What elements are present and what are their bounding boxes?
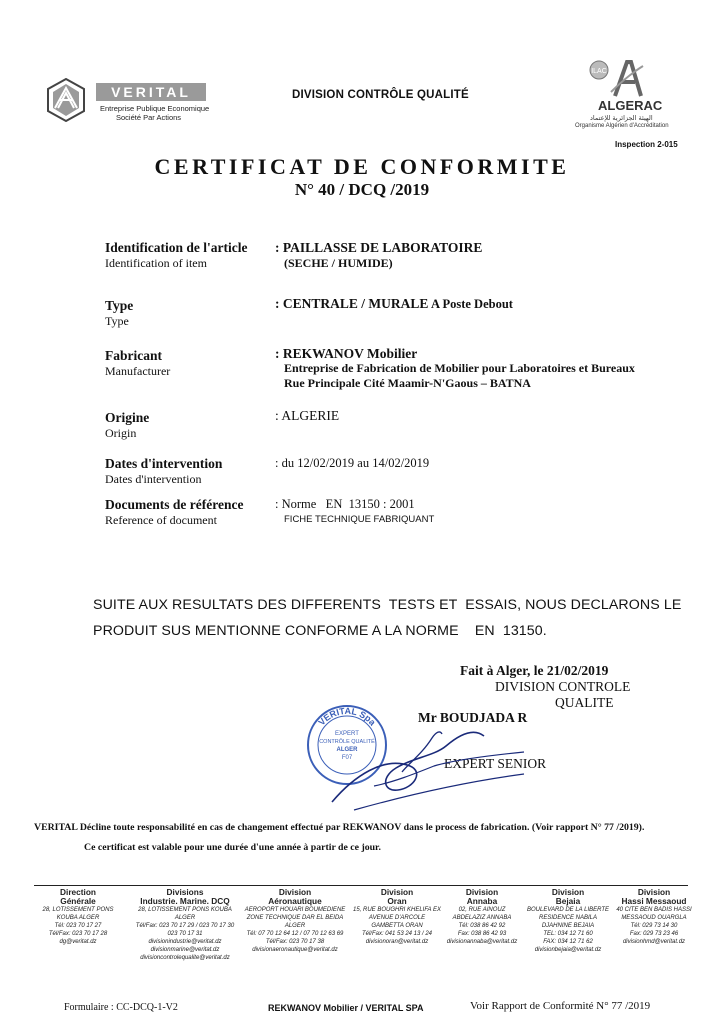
statement-line-1: SUITE AUX RESULTATS DES DIFFERENTS TESTS ET ESSAIS, NOUS DECLARONS LE [93, 597, 682, 613]
office-email: divisioncontrolequalite@veritat.dz [140, 955, 230, 961]
verital-logo-icon [46, 78, 86, 122]
field-value-fabricant: : REKWANOV Mobilier [275, 346, 418, 361]
stamp-line-1: EXPERT [335, 731, 359, 737]
validity-notice: Ce certificat est valable pour une durée d'une année à partir de ce jour. [84, 842, 381, 853]
certificate-title: CERTIFICAT DE CONFORMITE [154, 154, 570, 179]
office-annaba [446, 888, 518, 946]
office-bejaia [524, 888, 612, 954]
office-address: AEROPORT HOUARI BOUMEDIENE ZONE TECHNIQUE DAR EL BEIDA ALGER [244, 907, 346, 929]
disclaimer [34, 822, 644, 833]
office-phone: Tél: 07 70 12 64 12 / 07 70 12 63 69 [246, 931, 344, 937]
certificate-number: N° 40 / DCQ /2019 [294, 180, 430, 199]
stamp-line-4: F07 [341, 755, 353, 761]
field-label-en-identification: Identification of item [105, 256, 207, 270]
office-phone: Tél: 038 86 42 92 [458, 923, 506, 929]
office-phone: Tél: 029 73 14 30 [630, 923, 678, 929]
signatory-name: Mr BOUDJADA R [418, 710, 528, 725]
field-value-type: : CENTRALE / MURALE [275, 296, 429, 311]
office-heading: Bejaia [555, 896, 581, 906]
field-label-en-dates: Dates d'intervention [105, 472, 202, 486]
verital-subtitle-1: Entreprise Publique Economique [100, 104, 210, 113]
division-header: DIVISION CONTRÔLE QUALITÉ [292, 89, 469, 101]
office-address: 28, LOTISSEMENT PONS KOUBA ALGER [42, 907, 114, 921]
office-heading: Division [278, 887, 312, 897]
handwritten-signature [314, 716, 614, 816]
field-label-dates: Dates d'intervention [105, 456, 223, 471]
office-email: divisionindustrie@veritat.dz [148, 939, 222, 945]
field-label-en-fabricant: Manufacturer [105, 364, 171, 378]
verital-brand-name: VERITAL [96, 83, 206, 101]
office-heading: Division [637, 887, 671, 897]
office-email: divisionbejaia@veritat.dz [534, 947, 602, 953]
stamp-line-2: CONTRÔLE QUALITÉ [319, 739, 375, 745]
field-label-identification: Identification de l'article [105, 240, 248, 255]
office-email: divisionaeronautique@veritat.dz [252, 947, 338, 953]
footer-report-ref: Voir Rapport de Conformité N° 77 /2019 [470, 1000, 651, 1012]
office-address: 02, RUE AINOUZ ABDELAZIZ ANNABA [452, 907, 512, 921]
office-email: dg@veritat.dz [59, 939, 97, 945]
office-oran [352, 888, 442, 946]
office-address: BOULEVARD DE LA LIBERTE RESIDENCE NABILA DJAHNINE BEJAIA [526, 907, 610, 929]
office-heading: Hassi Messaoud [621, 896, 687, 906]
office-email: divisionhmd@veritat.dz [622, 939, 686, 945]
field-label-en-documents: Reference of document [105, 513, 217, 527]
office-aeronautique [240, 888, 350, 954]
disclaimer-company: VERITAL [34, 822, 78, 833]
office-heading: Oran [387, 896, 407, 906]
footer-center: REKWANOV Mobilier / VERITAL SPA [268, 1003, 424, 1013]
office-phone: Fax: 038 86 42 93 [457, 931, 507, 937]
office-heading: Industrie. Marine. DCQ [140, 896, 230, 906]
office-heading: Aéronautique [268, 896, 322, 906]
field-sub-documents: FICHE TECHNIQUE FABRIQUANT [284, 514, 435, 525]
algerac-name: ALGERAC [598, 98, 663, 113]
office-direction-generale [38, 888, 118, 946]
signatory-title: EXPERT SENIOR [444, 756, 547, 771]
field-value-documents: : Norme EN 13150 : 2001 [275, 497, 415, 511]
office-heading: Division [465, 887, 499, 897]
stamp-ring-text: VERITAL Spa [316, 705, 378, 728]
field-label-en-type: Type [105, 314, 129, 328]
field-label-en-origine: Origin [105, 426, 137, 440]
office-heading: Division [380, 887, 414, 897]
field-sub2-fabricant: Rue Principale Cité Maamir-N'Gaous – BATNA [284, 376, 531, 390]
office-heading: Division [551, 887, 585, 897]
office-email: divisionannaba@veritat.dz [446, 939, 518, 945]
place-date: Fait à Alger, le 21/02/2019 [460, 663, 609, 678]
office-phone: FAX: 034 12 71 62 [543, 939, 593, 945]
field-value-origine: : ALGERIE [275, 408, 340, 423]
algerac-inspection: Inspection 2-015 [615, 140, 678, 149]
field-value-dates: : du 12/02/2019 au 14/02/2019 [275, 456, 430, 470]
office-email: divisionmarine@veritat.dz [150, 947, 220, 953]
verital-subtitle-2: Société Par Actions [116, 113, 182, 122]
stamp-line-3: ALGER [336, 747, 358, 753]
office-phone: Tél/Fax: 041 53 24 13 / 24 [361, 931, 433, 937]
office-phone: TEL: 034 12 71 60 [543, 931, 593, 937]
office-heading: Annaba [466, 896, 498, 906]
office-phone: Tél/Fax: 023 70 17 28 [48, 931, 108, 937]
field-value-type-extra: A Poste Debout [431, 297, 513, 311]
office-phone: Tél/Fax: 023 70 17 29 / 023 70 17 30 [135, 923, 235, 929]
office-address: 15, RUE BOUGHRI KHELIFA EX AVENUE D'ARCOLE GAMBETTA ORAN [352, 907, 442, 929]
footer-form-ref: Formulaire : CC-DCQ-1-V2 [64, 1002, 178, 1013]
footer-divider [34, 885, 688, 886]
office-email: divisionoran@veritat.dz [365, 939, 429, 945]
field-label-documents: Documents de référence [105, 497, 244, 512]
field-label-fabricant: Fabricant [105, 348, 162, 363]
office-phone: Fax: 029 73 23 46 [629, 931, 679, 937]
field-value-identification: : PAILLASSE DE LABORATOIRE [275, 240, 483, 255]
office-address: 28, LOTISSEMENT PONS KOUBA ALGER [138, 907, 232, 921]
office-hassi-messaoud [616, 888, 692, 946]
office-heading: Divisions [166, 887, 204, 897]
signature-qualite: QUALITE [555, 695, 614, 710]
office-phone: Tél: 023 70 17 27 [54, 923, 102, 929]
office-industrie [130, 888, 240, 962]
office-heading: Générale [60, 896, 96, 906]
field-label-origine: Origine [105, 410, 150, 425]
office-phone: 023 70 17 31 [167, 931, 203, 937]
algerac-arabic-text: الهيئة الجزائرية للإعتماد [590, 114, 653, 122]
field-label-type: Type [105, 298, 134, 313]
office-heading: Direction [60, 887, 96, 897]
algerac-organisation: Organisme Algérien d'Accréditation [575, 123, 669, 129]
signature-division: DIVISION CONTROLE [495, 679, 631, 694]
disclaimer-text: Décline toute responsabilité en cas de changement effectué par REKWANOV dans le process de fabrication. (Voir rapport N° 77 /2019). [77, 822, 645, 833]
svg-text:ILAC: ILAC [591, 68, 607, 75]
office-address: 40 CITE BEN BADIS HASSI MESSAOUD OUARGLA [616, 907, 692, 921]
field-sub-identification: (SECHE / HUMIDE) [284, 256, 393, 270]
office-phone: Tél/Fax: 023 70 17 38 [265, 939, 325, 945]
field-sub-fabricant: Entreprise de Fabrication de Mobilier pour Laboratoires et Bureaux [284, 361, 635, 375]
statement-line-2: PRODUIT SUS MENTIONNE CONFORME A LA NORME EN 13150. [93, 623, 547, 639]
